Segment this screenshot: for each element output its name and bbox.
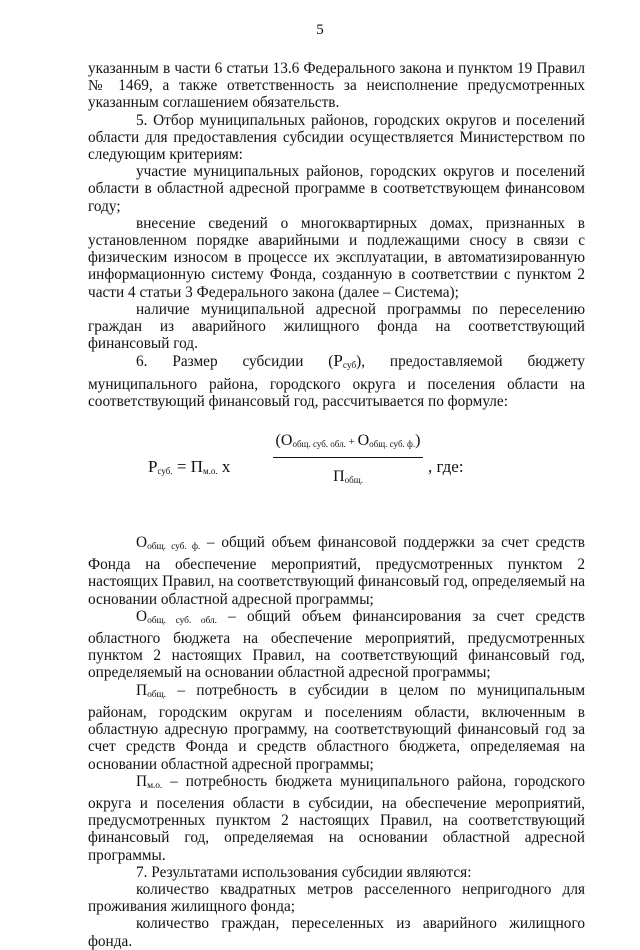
paragraph-result-2: количество граждан, переселенных из аварийного жилищного фонда. [88,915,585,950]
formula-pmo: П [190,457,203,477]
item6-text-before: 6. Размер субсидии ( [136,353,334,371]
formula-paren-close: ) [415,432,421,450]
definition-text: – потребность бюджета муниципального района, городского округа и поселения области в субсидии, на обеспечение мероприятий, предусмотренных пунктом 2 настоящих Правил, на соответствующий финансовый год, определяемая на основании областной адресной программы. [88,772,585,864]
formula-numerator [273,432,423,453]
formula-o-f: О [357,432,370,450]
fraction-bar [273,457,423,458]
formula-tail: , где: [428,457,464,477]
document-body [88,60,585,950]
paragraph-continuation: указанным в части 6 статьи 13.6 Федерального закона и пунктом 19 Правил № 1469, а также ответственность за неисполнение предусмотренных указанным соглашением обязательств. [88,60,585,112]
formula-equals: = [172,457,191,477]
definition-symbol: О [136,607,148,625]
item6-text-after: ), предоставляемой бюджету муниципального района, городского округа и поселения области на соответствующий финансовый год, рассчитывается по формуле: [88,353,585,410]
paragraph-item-7: 7. Результатами использования субсидии являются: [136,863,472,881]
paragraph-item-5: 5. Отбор муниципальных районов, городских округов и поселений области для предоставления субсидии осуществляется Министерством по следующим критериям: [88,111,585,164]
definition-text: – потребность в субсидии в целом по муниципальным районам, городским округам и поселениям области, включенным в областную адресную программу, на соответствующий финансовый год за счет средств Фонда и средств областного бюджета, определяемая на основании областной адресной программы; [88,681,585,773]
formula-p-total: П [333,468,345,486]
paragraph-criterion-2: внесение сведений о многоквартирных домах, признанных в установленном порядке аварийными и подлежащими сносу в связи с физическим износом в процессе их эксплуатации, в автоматизированную информационную систему Фонда, созданную в соответствии с пунктом 2 части 4 статьи 3 Федерального закона (далее – Система); [88,214,585,301]
definition-sub: м.о. [147,780,163,791]
definition-sub: общ. суб. обл. [147,615,217,626]
paragraph-criterion-1: участие муниципальных районов, городских округов и поселений области в областной адресной программе в соответствующем финансовом году; [88,163,585,215]
definition-item [88,534,585,608]
formula-denominator [273,468,423,489]
formula-pmo-sub: м.о. [202,466,218,477]
definition-symbol: О [136,534,148,552]
page-number: 5 [316,22,324,38]
paragraph-result-1: количество квадратных метров расселенного непригодного для проживания жилищного фонда; [88,880,585,916]
definition-item [88,608,585,682]
formula-o-obl-sub: общ. суб. обл. [292,439,346,450]
definition-symbol: П [136,681,148,699]
formula-p-total-sub: общ. [344,475,363,486]
definitions [88,534,585,864]
definition-sub: общ. суб. ф. [147,542,201,553]
definition-item [88,773,585,864]
definition-text: – общий объем финансовой поддержки за счет средств Фонда на обеспечение мероприятий, предусмотренных пунктом 2 настоящих Правил, на соответствующий финансовый год, определяемый на основании областной адресной программы; [88,534,586,608]
definition-text: – общий объем финансирования за счет средств областного бюджета на обеспечение мероприятий, предусмотренных пунктом 2 настоящих Правил, на соответствующий финансовый год, определяемый на основании областной адресной программы; [88,607,586,682]
paragraph-criterion-3: наличие муниципальной адресной программы по переселению граждан из аварийного жилищного фонда на соответствующий финансовый год. [88,300,585,353]
formula-paren-open: ( [275,432,281,450]
paragraph-item-6 [88,352,585,410]
formula-o-obl: О [280,432,293,450]
subsidy-symbol: Р [333,351,343,371]
definition-symbol: П [136,772,148,790]
formula-o-f-sub: общ. суб. ф. [369,439,416,450]
subsidy-formula [88,420,585,520]
formula-plus: + [345,436,358,449]
formula-lhs-sub: суб. [157,466,173,477]
definition-sub: общ. [147,689,166,700]
formula-p-sub: Р [148,457,158,477]
formula-lhs [148,458,230,480]
subsidy-symbol-sub: суб [342,361,357,372]
formula-fraction [273,432,423,489]
formula-times: x [217,457,231,477]
definition-item [88,682,585,773]
